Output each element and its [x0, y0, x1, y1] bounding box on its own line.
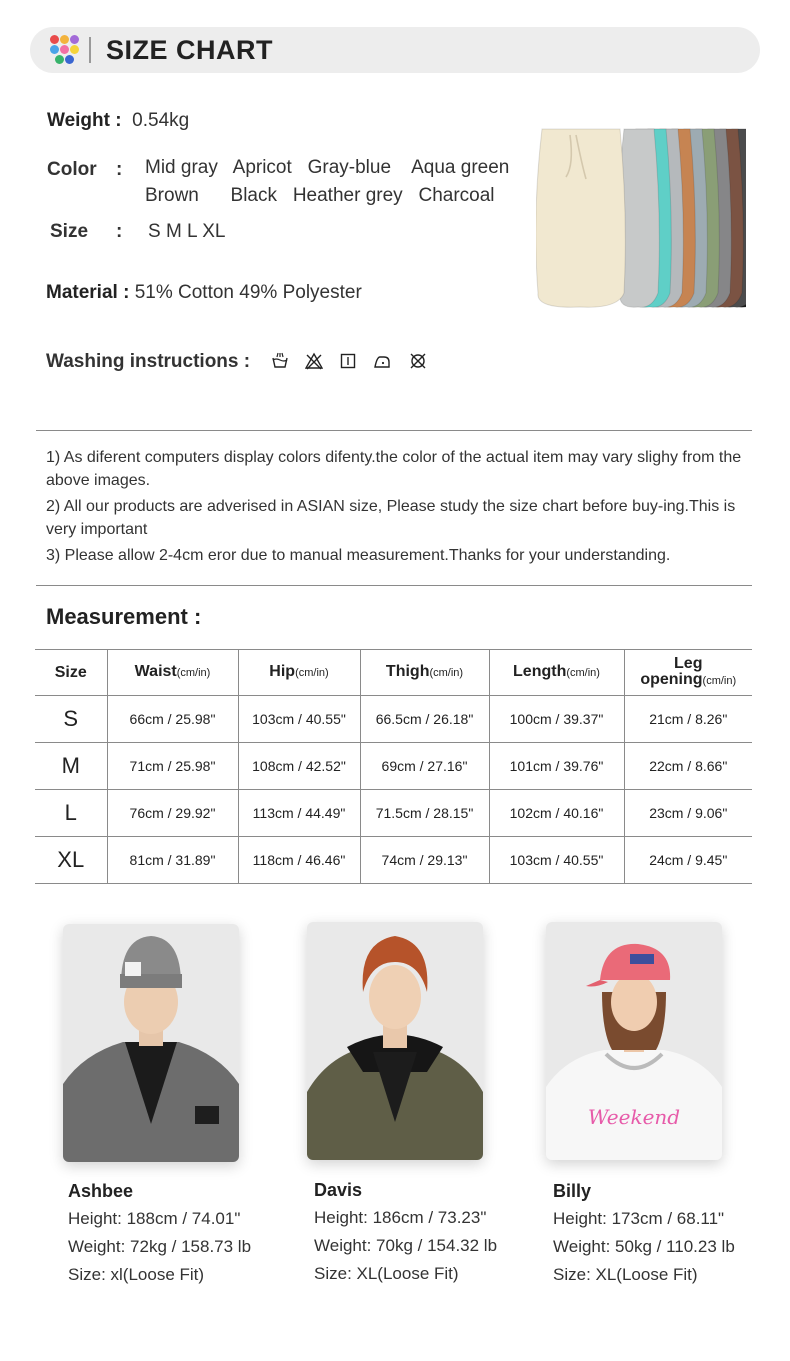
color-list-line1: Mid gray Apricot Gray-blue Aqua green [145, 157, 510, 178]
header-size: Size [35, 650, 107, 696]
model-name: Billy [553, 1181, 592, 1201]
model-card-billy [553, 1177, 735, 1289]
table-cell: 81cm / 31.89" [107, 837, 238, 884]
material-value: 51% Cotton 49% Polyester [134, 282, 362, 303]
product-pants-image [536, 125, 746, 311]
table-cell: 71cm / 25.98" [107, 743, 238, 790]
model-height: Height: 188cm / 74.01" [68, 1209, 241, 1228]
model-card-ashbee [68, 1177, 251, 1289]
table-header-row [35, 650, 752, 696]
model-photo-billy [546, 922, 722, 1160]
note-item: 2) All our products are adverised in ASIAN size, Please study the size chart before buy-ing.This is very important [46, 498, 736, 538]
model-photo-davis [307, 922, 483, 1160]
table-cell: M [35, 743, 107, 790]
model-card-davis [314, 1176, 497, 1288]
model-weight: Weight: 50kg / 110.23 lb [553, 1237, 735, 1256]
model-photo-ashbee [63, 924, 239, 1162]
table-cell: 118cm / 46.46" [238, 837, 360, 884]
size-chart-header [30, 27, 760, 73]
table-cell: XL [35, 837, 107, 884]
table-cell: S [35, 696, 107, 743]
do-not-bleach-icon [305, 352, 323, 370]
table-cell: 101cm / 39.76" [489, 743, 624, 790]
weight-spec [47, 107, 189, 135]
table-cell: 71.5cm / 28.15" [360, 790, 489, 837]
weight-value: 0.54kg [132, 110, 190, 131]
tumble-dry-icon [340, 352, 356, 370]
do-not-dry-clean-icon [409, 352, 427, 370]
model-height: Height: 173cm / 68.11" [553, 1209, 725, 1228]
note-item: 3) Please allow 2-4cm eror due to manual measurement.Thanks for your understanding. [46, 547, 671, 564]
table-cell: 24cm / 9.45" [624, 837, 752, 884]
colorful-dots-logo-icon [50, 35, 80, 65]
table-cell: 76cm / 29.92" [107, 790, 238, 837]
table-cell: 102cm / 40.16" [489, 790, 624, 837]
size-table [35, 649, 752, 884]
notes-top-divider [36, 430, 752, 431]
table-cell: 23cm / 9.06" [624, 790, 752, 837]
table-row [35, 837, 752, 884]
color-list-line2: Brown Black Heather grey Charcoal [145, 185, 495, 206]
header-hip: Hip(cm/in) [238, 650, 360, 696]
model-name: Ashbee [68, 1181, 134, 1201]
model-size: Size: xl(Loose Fit) [68, 1265, 205, 1284]
weight-label: Weight : [47, 110, 122, 131]
model-height: Height: 186cm / 73.23" [314, 1208, 487, 1227]
material-spec [46, 279, 362, 307]
shirt-print-text: Weekend [587, 1105, 681, 1129]
model-name: Davis [314, 1180, 363, 1200]
table-cell: 100cm / 39.37" [489, 696, 624, 743]
model-weight: Weight: 70kg / 154.32 lb [314, 1236, 498, 1255]
notes-section [46, 446, 746, 570]
header-divider [89, 37, 91, 63]
table-cell: 74cm / 29.13" [360, 837, 489, 884]
table-cell: 22cm / 8.66" [624, 743, 752, 790]
note-item: 1) As diferent computers display colors difenty.the color of the actual item may vary slighy from the above images. [46, 449, 742, 489]
notes-bottom-divider [36, 585, 752, 586]
page-title: SIZE CHART [106, 35, 273, 65]
table-cell: 113cm / 44.49" [238, 790, 360, 837]
header-thigh: Thigh(cm/in) [360, 650, 489, 696]
table-cell: 66.5cm / 26.18" [360, 696, 489, 743]
table-cell: 108cm / 42.52" [238, 743, 360, 790]
table-row [35, 743, 752, 790]
color-label: Color [47, 159, 97, 180]
size-label: Size [50, 221, 89, 242]
hand-wash-icon [272, 352, 288, 370]
table-cell: 103cm / 40.55" [489, 837, 624, 884]
model-size: Size: XL(Loose Fit) [314, 1264, 459, 1283]
header-waist: Waist(cm/in) [107, 650, 238, 696]
model-size: Size: XL(Loose Fit) [553, 1265, 698, 1284]
table-cell: L [35, 790, 107, 837]
table-cell: 21cm / 8.26" [624, 696, 752, 743]
size-colon: : [116, 221, 123, 242]
header-length: Length(cm/in) [489, 650, 624, 696]
material-label: Material : [46, 282, 130, 303]
washing-label: Washing instructions : [46, 351, 251, 372]
table-row [35, 696, 752, 743]
measurement-title: Measurement : [46, 604, 202, 629]
table-cell: 103cm / 40.55" [238, 696, 360, 743]
table-cell: 69cm / 27.16" [360, 743, 489, 790]
iron-low-icon [373, 352, 391, 370]
size-value: S M L XL [148, 221, 226, 242]
color-colon: : [116, 159, 123, 180]
model-weight: Weight: 72kg / 158.73 lb [68, 1237, 252, 1256]
table-cell: 66cm / 25.98" [107, 696, 238, 743]
header-leg-opening: Leg opening(cm/in) [624, 650, 752, 696]
table-row [35, 790, 752, 837]
